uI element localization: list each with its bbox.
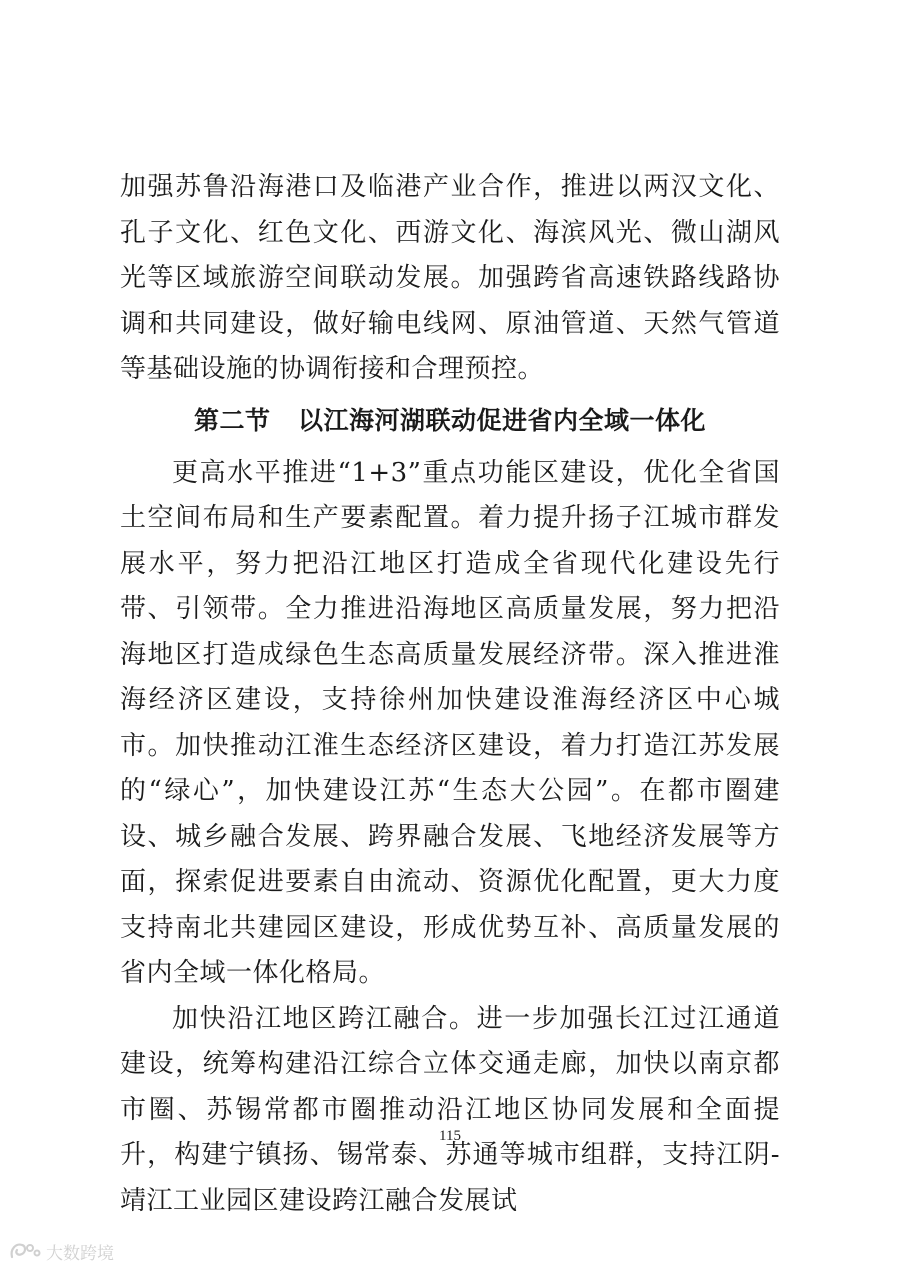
document-body xyxy=(120,165,780,1224)
page-number: 115 xyxy=(439,1128,461,1144)
section-heading: 第二节 以江海河湖联动促进省内全域一体化 xyxy=(193,405,707,435)
paragraph-body: 进一步加强长江过江通道建设，统筹构建沿江综合立体交通走廊，加快以南京都市圈、苏锡常都市圈推动沿江地区协同发展和全面提升，构建宁镇扬、锡常泰、苏通等城市组群，支持江阴-靖江工业园区建设跨江融合发展试 xyxy=(120,1003,780,1216)
paragraph xyxy=(120,997,780,1225)
watermark-text: 大数跨境 xyxy=(46,1243,114,1264)
paragraph-continued: 加强苏鲁沿海港口及临港产业合作，推进以两汉文化、孔子文化、红色文化、西游文化、海滨风光、微山湖风光等区域旅游空间联动发展。加强跨省高速铁路线路协调和共同建设，做好输电线网、原油管道、天然气管道等基础设施的协调衔接和合理预控。 xyxy=(120,172,780,384)
brand-logo-icon xyxy=(8,1239,42,1263)
paragraph: 更高水平推进“1+3”重点功能区建设，优化全省国土空间布局和生产要素配置。着力提升扬子江城市群发展水平，努力把沿江地区打造成全省现代化建设先行带、引领带。全力推进沿海地区高质量发展，努力把沿海地区打造成绿色生态高质量发展经济带。深入推进淮海经济区建设，支持徐州加快建设淮海经济区中心城市。加快推动江淮生态经济区建设，着力打造江苏发展的“绿心”，加快建设江苏“生态大公园”。在都市圈建设、城乡融合发展、跨界融合发展、飞地经济发展等方面，探索促进要素自由流动、资源优化配置，更大力度支持南北共建园区建设，形成优势互补、高质量发展的省内全域一体化格局。 xyxy=(120,457,780,988)
paragraph-lead: 加快沿江地区跨江融合。 xyxy=(172,1003,477,1034)
watermark xyxy=(8,1236,114,1266)
